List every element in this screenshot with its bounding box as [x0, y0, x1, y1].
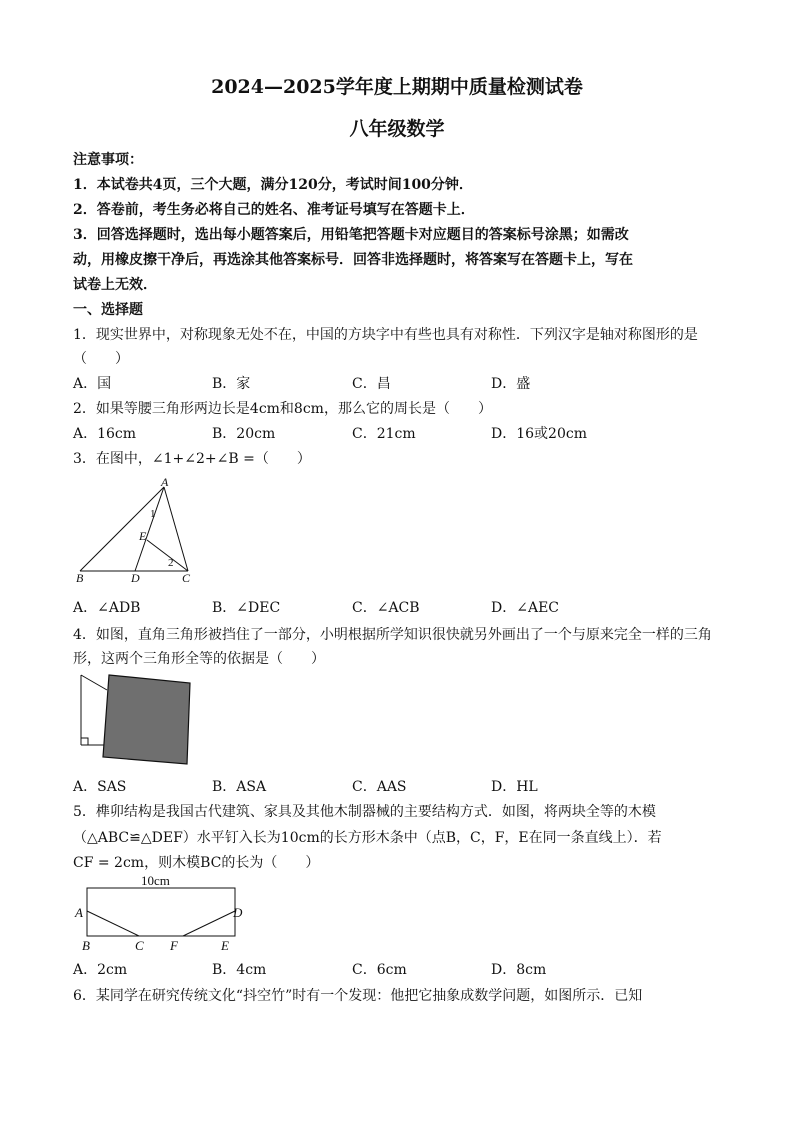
q1-option-c: C．昌 — [352, 376, 391, 392]
q4-stem: 4．如图，直角三角形被挡住了一部分，小明根据所学知识很快就另外画出了一个与原来完全一样的三角 — [73, 627, 712, 643]
q5-length-label: 10cm — [141, 873, 170, 888]
notes-heading: 注意事项： — [73, 152, 143, 168]
q3-triangle-figure — [73, 475, 198, 587]
q3-option-d: D．∠AEC — [491, 600, 559, 616]
q4-option-d: D．HL — [491, 779, 538, 795]
q5-label-e: E — [221, 938, 229, 953]
q1-option-d: D．盛 — [491, 376, 531, 392]
triangle-hypotenuse — [81, 675, 107, 690]
q1-stem: 1．现实世界中，对称现象无处不在，中国的方块字中有些也具有对称性．下列汉字是轴对称图形的是 — [73, 327, 698, 343]
q5-option-b: B．4cm — [212, 962, 267, 978]
covering-gray-shape — [103, 675, 190, 764]
q6-stem: 6．某同学在研究传统文化“抖空竹”时有一个发现：他把它抽象成数学问题，如图所示．已知 — [73, 988, 643, 1004]
right-angle-mark — [81, 738, 88, 745]
q3-label-c: C — [182, 571, 191, 585]
q2-option-c: C．21cm — [352, 426, 416, 442]
q1-stem-cont: （ ） — [73, 351, 129, 367]
q5-option-c: C．6cm — [352, 962, 407, 978]
q3-label-e: E — [139, 529, 147, 543]
q4-covered-triangle-figure — [75, 671, 195, 767]
line-df — [183, 911, 235, 936]
q5-option-a: A．2cm — [73, 962, 128, 978]
q5-stem-cont: （△ABC≌△DEF）水平钉入长为10cm的长方形木条中（点B，C，F，E在同一条直线上）．若 — [73, 830, 662, 846]
q5-stem-end: CF = 2cm，则木模BC的长为（ ） — [73, 855, 320, 871]
notes-item-3-end: 试卷上无效． — [73, 277, 157, 293]
q3-option-a: A．∠ADB — [73, 600, 141, 616]
q5-option-d: D．8cm — [491, 962, 547, 978]
q3-label-b: B — [76, 571, 84, 585]
q1-option-a: A．国 — [73, 376, 112, 392]
q5-stem: 5．榫卯结构是我国古代建筑、家具及其他木制器械的主要结构方式．如图，将两块全等的木模 — [73, 804, 656, 820]
q2-option-d: D．16或20cm — [491, 426, 587, 442]
q3-label-d: D — [131, 571, 140, 585]
section-heading: 一、选择题 — [73, 302, 143, 318]
q2-option-b: B．20cm — [212, 426, 276, 442]
q3-angle-1: 1 — [150, 508, 156, 520]
q1-option-b: B．家 — [212, 376, 251, 392]
q3-label-a: A — [161, 475, 169, 489]
q2-stem: 2．如果等腰三角形两边长是4cm和8cm，那么它的周长是（ ） — [73, 401, 492, 417]
q4-stem-cont: 形，这两个三角形全等的依据是（ ） — [73, 651, 325, 667]
notes-item-3-cont: 动，用橡皮擦干净后，再选涂其他答案标号．回答非选择题时，将答案写在答题卡上，写在 — [73, 252, 633, 268]
wood-strip-rect — [87, 888, 235, 936]
q4-option-b: B．ASA — [212, 779, 267, 795]
exam-title: 2024—2025学年度上期期中质量检测试卷 — [211, 76, 583, 98]
line-ac — [87, 911, 139, 936]
q5-label-b: B — [82, 938, 90, 953]
q5-wood-strip-figure — [73, 872, 263, 954]
q4-option-c: C．AAS — [352, 779, 407, 795]
notes-item-3: 3．回答选择题时，选出每小题答案后，用铅笔把答题卡对应题目的答案标号涂黑；如需改 — [73, 227, 629, 243]
q5-label-f: F — [170, 938, 178, 953]
line-ab — [80, 487, 164, 571]
exam-subtitle: 八年级数学 — [349, 118, 445, 140]
q5-label-d: D — [233, 905, 243, 920]
q3-angle-2: 2 — [168, 557, 174, 569]
notes-item-1: 1．本试卷共4页，三个大题，满分120分，考试时间100分钟． — [73, 177, 473, 193]
q5-label-a: A — [75, 905, 83, 920]
notes-item-2: 2．答卷前，考生务必将自己的姓名、准考证号填写在答题卡上． — [73, 202, 475, 218]
q3-option-c: C．∠ACB — [352, 600, 420, 616]
q2-option-a: A．16cm — [73, 426, 137, 442]
q3-stem: 3．在图中，∠1+∠2+∠B =（ ） — [73, 451, 311, 467]
q5-label-c: C — [135, 938, 144, 953]
q4-option-a: A．SAS — [73, 779, 127, 795]
q3-option-b: B．∠DEC — [212, 600, 281, 616]
